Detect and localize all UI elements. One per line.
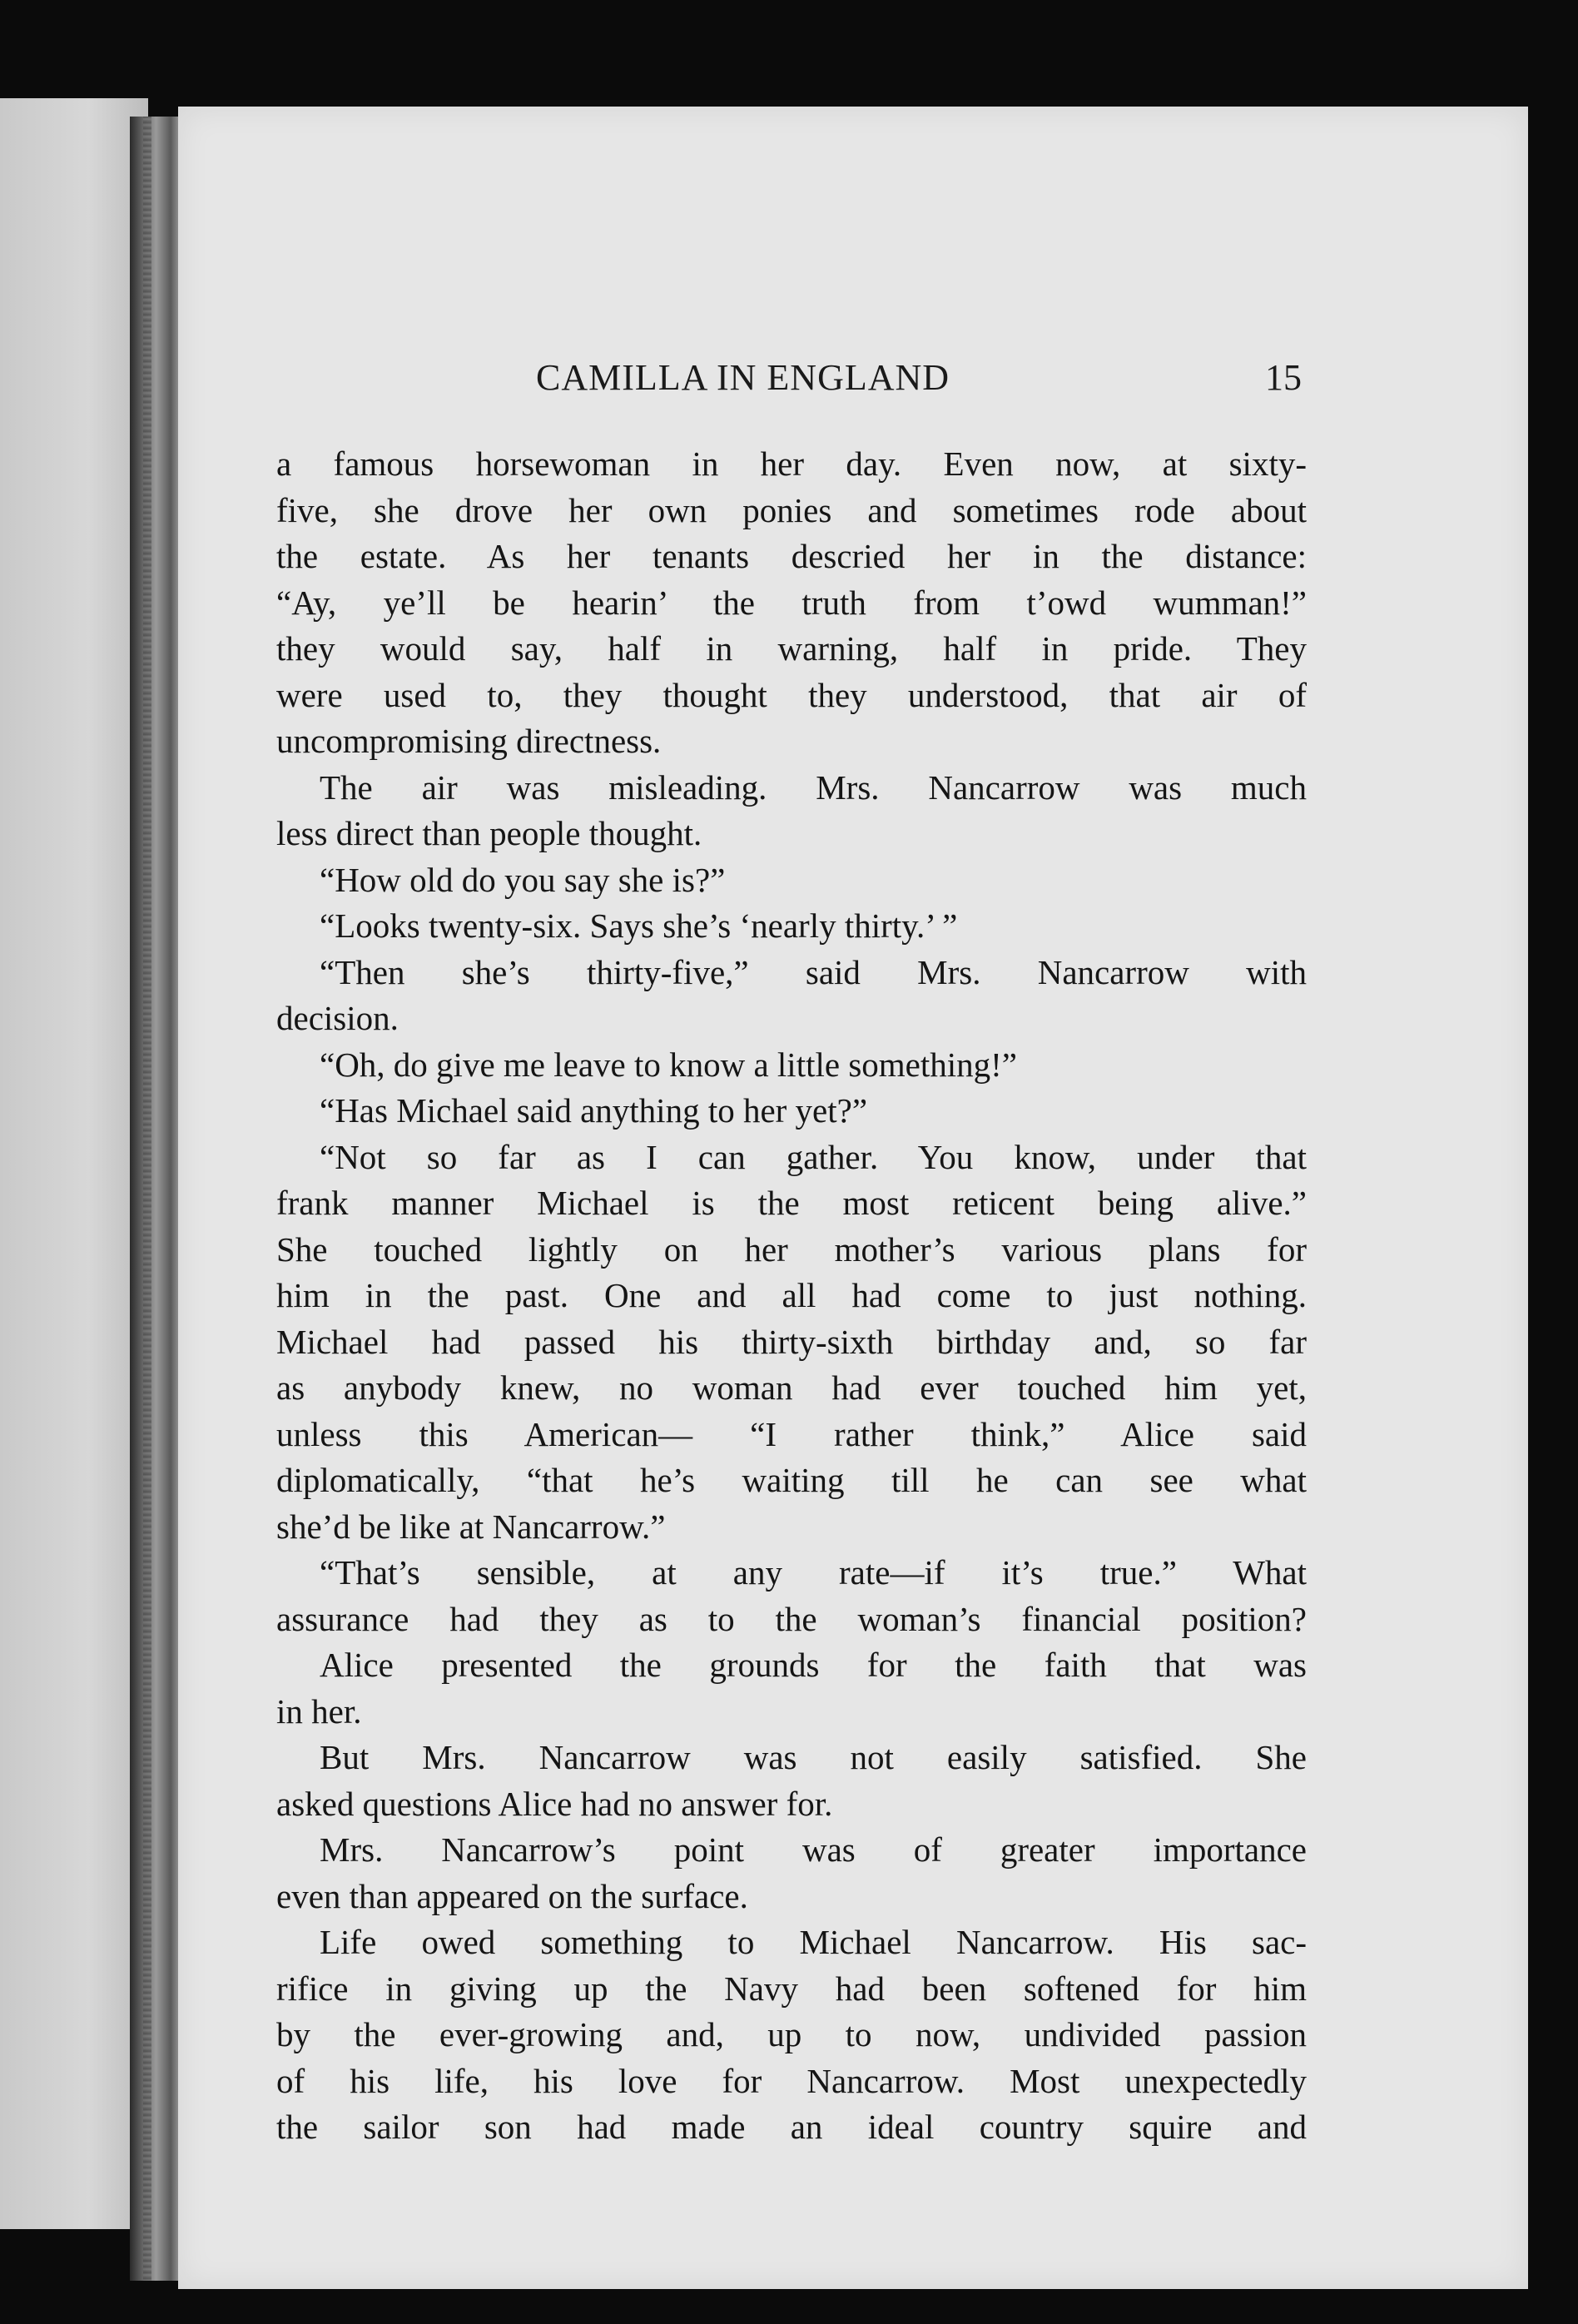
text-line: frank manner Michael is the most reticent being alive.” bbox=[276, 1184, 1307, 1222]
text-line: as anybody knew, no woman had ever touched him yet, bbox=[276, 1368, 1307, 1407]
text-line: decision. bbox=[276, 999, 399, 1037]
text-line: But Mrs. Nancarrow was not easily satisfied. She bbox=[320, 1738, 1307, 1776]
page-number: 15 bbox=[1265, 357, 1302, 398]
body-text bbox=[276, 441, 1307, 2151]
facing-page-edge bbox=[0, 98, 148, 2229]
running-head bbox=[178, 356, 1528, 406]
text-line: She touched lightly on her mother’s various plans for bbox=[276, 1229, 1307, 1269]
text-line: “Ay, ye’ll be hearin’ the truth from t’owd wumman!” bbox=[276, 583, 1307, 622]
running-head-title: CAMILLA IN ENGLAND bbox=[536, 357, 950, 398]
text-line: she’d be like at Nancarrow.” bbox=[276, 1507, 666, 1546]
text-line: assurance had they as to the woman’s financial position? bbox=[276, 1599, 1307, 1638]
text-line: “That’s sensible, at any rate—if it’s true.” What bbox=[320, 1553, 1307, 1592]
text-line: were used to, they thought they understood, that air of bbox=[276, 675, 1307, 714]
text-line: five, she drove her own ponies and sometimes rode about bbox=[276, 490, 1307, 529]
text-line: rifice in giving up the Navy had been softened for him bbox=[276, 1969, 1307, 2008]
text-line: even than appeared on the surface. bbox=[276, 1876, 748, 1915]
text-line: “Has Michael said anything to her yet?” bbox=[320, 1091, 868, 1130]
text-line: in her. bbox=[276, 1691, 362, 1731]
text-line: him in the past. One and all had come to just nothing. bbox=[276, 1276, 1307, 1314]
text-line: “Then she’s thirty-five,” said Mrs. Nancarrow with bbox=[320, 952, 1307, 991]
text-line: Life owed something to Michael Nancarrow. His sac- bbox=[320, 1923, 1307, 1961]
text-line: “Oh, do give me leave to know a little something!” bbox=[320, 1045, 1017, 1084]
text-line: Alice presented the grounds for the faith that was bbox=[320, 1646, 1307, 1684]
text-line: of his life, his love for Nancarrow. Most unexpectedly bbox=[276, 2061, 1307, 2100]
text-line: by the ever-growing and, up to now, undivided passion bbox=[276, 2015, 1307, 2053]
text-line: asked questions Alice had no answer for. bbox=[276, 1784, 833, 1823]
text-line: they would say, half in warning, half in pride. They bbox=[276, 629, 1307, 668]
text-line: the estate. As her tenants descried her in the distance: bbox=[276, 537, 1307, 575]
text-line: Mrs. Nancarrow’s point was of greater importance bbox=[320, 1830, 1307, 1869]
text-line: a famous horsewoman in her day. Even now, at sixty- bbox=[276, 444, 1307, 483]
scan-border bbox=[1528, 107, 1578, 2324]
text-line: Michael had passed his thirty-sixth birthday and, so far bbox=[276, 1322, 1307, 1361]
text-line: “Not so far as I can gather. You know, under that bbox=[320, 1137, 1307, 1176]
text-line: unless this American— “I rather think,” Alice said bbox=[276, 1414, 1307, 1453]
book-page bbox=[178, 107, 1528, 2289]
text-line: diplomatically, “that he’s waiting till he can see what bbox=[276, 1461, 1307, 1499]
text-line: less direct than people thought. bbox=[276, 814, 702, 852]
text-line: The air was misleading. Mrs. Nancarrow was much bbox=[320, 767, 1307, 807]
text-line: “Looks twenty-six. Says she’s ‘nearly thirty.’ ” bbox=[320, 906, 958, 945]
text-line: the sailor son had made an ideal country squire and bbox=[276, 2108, 1307, 2146]
text-line: “How old do you say she is?” bbox=[320, 860, 726, 899]
text-line: uncompromising directness. bbox=[276, 722, 662, 760]
